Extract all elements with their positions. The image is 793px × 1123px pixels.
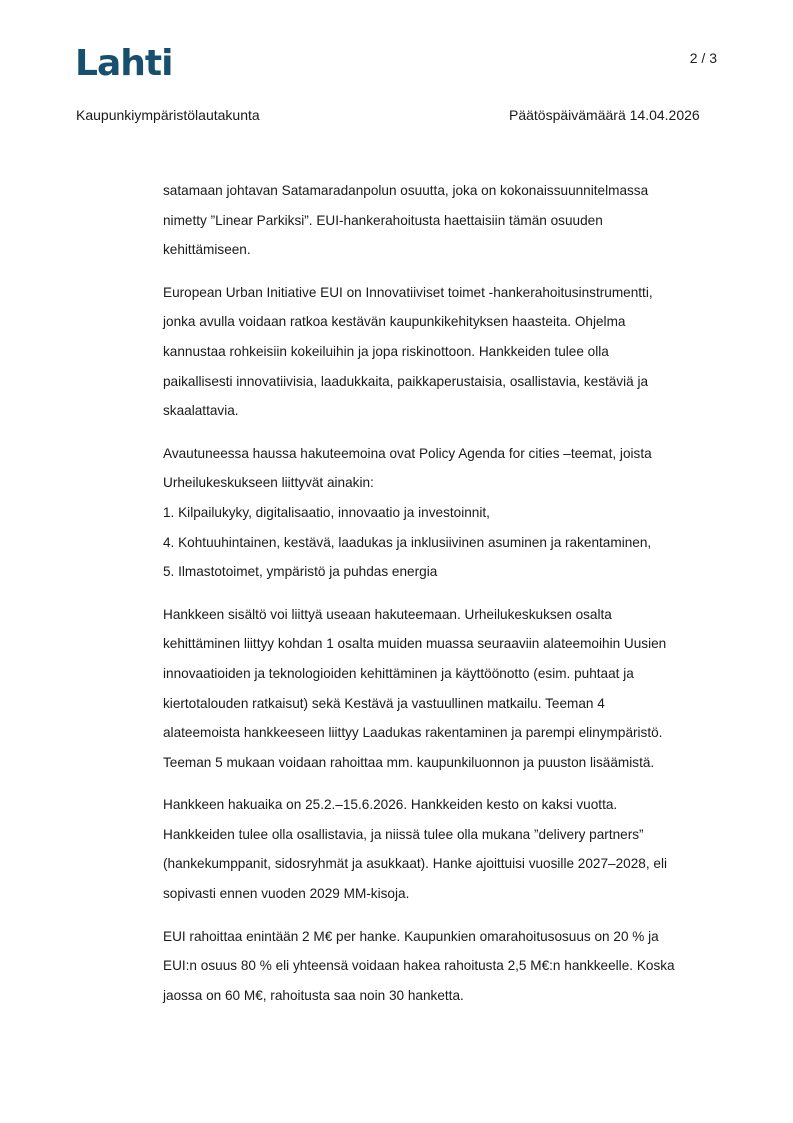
paragraph-line: Teeman 5 mukaan voidaan rahoittaa mm. kaupunkiluonnon ja puuston lisäämistä.: [163, 754, 655, 770]
body-paragraph: [163, 922, 723, 1011]
paragraph-line: kiertotalouden ratkaisut) sekä Kestävä ja vastuullinen matkailu. Teeman 4: [163, 695, 605, 711]
paragraph-line: jonka avulla voidaan ratkoa kestävän kaupunkikehityksen haasteita. Ohjelma: [163, 314, 626, 330]
body-paragraph: [163, 176, 723, 265]
paragraph-line: Hankkeiden tulee olla osallistavia, ja niissä tulee olla mukana ”delivery partners”: [163, 826, 644, 842]
paragraph-line: (hankekumppanit, sidosryhmät ja asukkaat). Hanke ajoittuisi vuosille 2027–2028, eli: [163, 856, 668, 872]
paragraph-line: EUI rahoittaa enintään 2 M€ per hanke. Kaupunkien omarahoitusosuus on 20 % ja: [163, 928, 659, 944]
page-number: 2 / 3: [689, 50, 717, 66]
paragraph-line: 4. Kohtuuhintainen, kestävä, laadukas ja inklusiivinen asuminen ja rakentaminen,: [163, 534, 652, 550]
paragraph-line: nimetty ”Linear Parkiksi”. EUI-hankerahoitusta haettaisiin tämän osuuden: [163, 212, 603, 228]
paragraph-line: Hankkeen hakuaika on 25.2.–15.6.2026. Hankkeiden kesto on kaksi vuotta.: [163, 797, 618, 813]
decision-date: Päätöspäivämäärä 14.04.2026: [509, 107, 700, 123]
paragraph-line: EUI:n osuus 80 % eli yhteensä voidaan hakea rahoitusta 2,5 M€:n hankkeelle. Koska: [163, 958, 675, 974]
body-paragraph: [163, 790, 723, 908]
paragraph-line: European Urban Initiative EUI on Innovatiiviset toimet -hankerahoitusinstrumentti,: [163, 284, 653, 300]
paragraph-line: 5. Ilmastotoimet, ympäristö ja puhdas energia: [163, 564, 438, 580]
paragraph-line: alateemoista hankkeeseen liittyy Laadukas rakentaminen ja parempi elinympäristö.: [163, 725, 663, 741]
paragraph-line: paikallisesti innovatiivisia, laadukkaita, paikkaperustaisia, osallistavia, kestäviä ja: [163, 373, 649, 389]
organization-name: Kaupunkiympäristölautakunta: [76, 107, 260, 123]
paragraph-line: jaossa on 60 M€, rahoitusta saa noin 30 hanketta.: [163, 987, 464, 1003]
paragraph-line: kehittämiseen.: [163, 242, 251, 258]
document-body: [163, 176, 723, 1023]
paragraph-line: sopivasti ennen vuoden 2029 MM-kisoja.: [163, 886, 410, 902]
paragraph-line: Hankkeen sisältö voi liittyä useaan hakuteemaan. Urheilukeskuksen osalta: [163, 606, 612, 622]
paragraph-line: skaalattavia.: [163, 403, 239, 419]
paragraph-line: Urheilukeskukseen liittyvät ainakin:: [163, 475, 374, 491]
paragraph-line: kehittäminen liittyy kohdan 1 osalta muiden muassa seuraaviin alateemoihin Uusien: [163, 636, 667, 652]
body-paragraph: [163, 439, 723, 587]
lahti-logo: Lahti: [75, 43, 173, 84]
body-paragraph: [163, 600, 723, 778]
paragraph-line: Avautuneessa haussa hakuteemoina ovat Policy Agenda for cities –teemat, joista: [163, 445, 652, 461]
paragraph-line: satamaan johtavan Satamaradanpolun osuutta, joka on kokonaissuunnitelmassa: [163, 183, 649, 198]
paragraph-line: kannustaa rohkeisiin kokeiluihin ja jopa riskinottoon. Hankkeiden tulee olla: [163, 343, 609, 359]
paragraph-line: 1. Kilpailukyky, digitalisaatio, innovaatio ja investoinnit,: [163, 504, 490, 520]
paragraph-line: innovaatioiden ja teknologioiden kehittäminen ja käyttöönotto (esim. puhtaat ja: [163, 665, 634, 681]
body-paragraph: [163, 278, 723, 426]
